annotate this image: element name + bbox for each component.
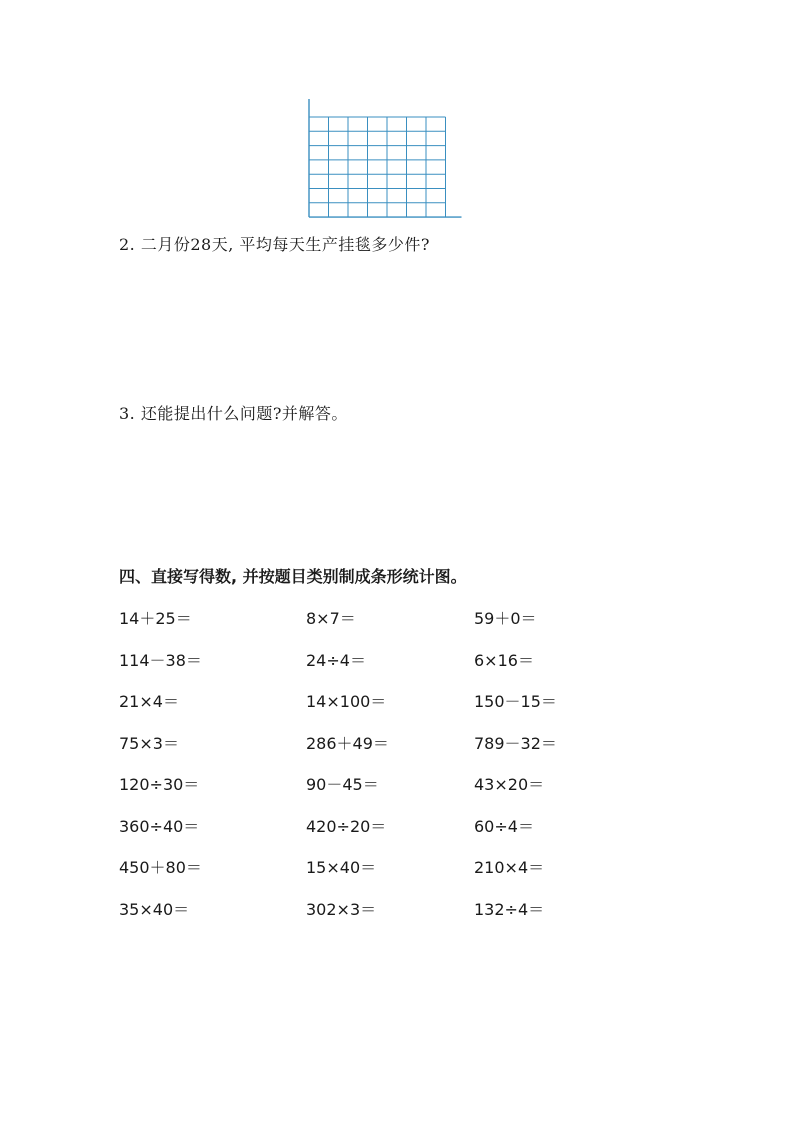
- calculation-row: [119, 731, 639, 773]
- calculation-item: 450＋80＝: [119, 858, 202, 877]
- calculation-row: [119, 689, 639, 731]
- calculation-item: 75×3＝: [119, 733, 179, 753]
- calculation-item: 14×100＝: [306, 692, 387, 711]
- calculation-row: [119, 606, 639, 648]
- calculation-item: 360÷40＝: [119, 816, 200, 836]
- calculation-row: [119, 855, 639, 897]
- calculation-item: 120÷30＝: [119, 775, 200, 794]
- calculation-item: 14＋25＝: [119, 609, 192, 628]
- calculation-item: 420÷20＝: [306, 816, 387, 836]
- bar-chart-blank-grid: [306, 98, 466, 220]
- question-3: 3. 还能提出什么问题?并解答。: [119, 404, 348, 423]
- calculation-item: 24÷4＝: [306, 650, 366, 670]
- section-title: 四、直接写得数, 并按题目类别制成条形统计图。: [119, 567, 467, 586]
- calculation-item: 210×4＝: [474, 858, 545, 877]
- grid-svg: [306, 98, 466, 220]
- calculation-item: 114－38＝: [119, 650, 202, 670]
- calculation-item: 43×20＝: [474, 775, 545, 794]
- calculation-row: [119, 772, 639, 814]
- calculation-item: 302×3＝: [306, 899, 377, 919]
- calculation-item: 35×40＝: [119, 899, 190, 919]
- calculation-item: 59＋0＝: [474, 609, 537, 628]
- calculation-grid: [119, 606, 639, 938]
- calculation-item: 15×40＝: [306, 858, 377, 877]
- question-2: 2. 二月份28天, 平均每天生产挂毯多少件?: [119, 235, 430, 254]
- calculation-item: 90－45＝: [306, 775, 379, 794]
- calculation-item: 6×16＝: [474, 650, 534, 670]
- calculation-item: 789－32＝: [474, 733, 557, 753]
- calculation-item: 150－15＝: [474, 692, 557, 711]
- calculation-item: 60÷4＝: [474, 816, 534, 836]
- calculation-row: [119, 648, 639, 690]
- calculation-row: [119, 814, 639, 856]
- calculation-row: [119, 897, 639, 939]
- calculation-item: 132÷4＝: [474, 899, 545, 919]
- calculation-item: 286＋49＝: [306, 733, 389, 753]
- calculation-item: 8×7＝: [306, 609, 356, 628]
- calculation-item: 21×4＝: [119, 692, 179, 711]
